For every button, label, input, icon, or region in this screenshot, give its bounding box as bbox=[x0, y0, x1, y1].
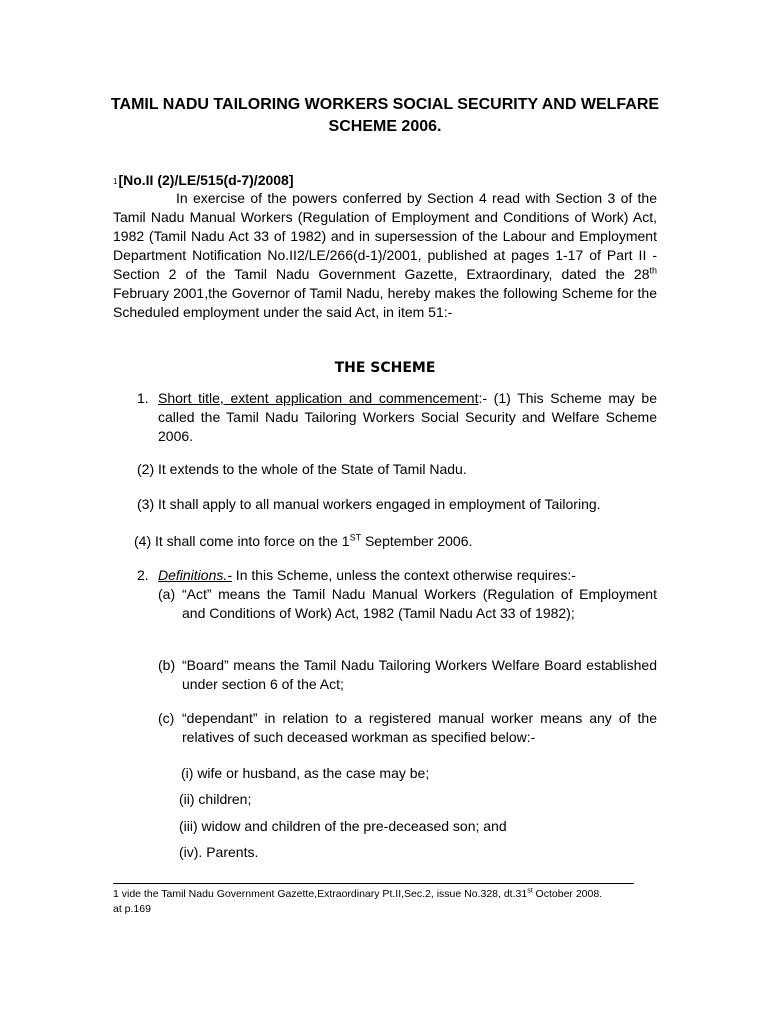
notification-reference bbox=[113, 172, 294, 188]
document-title: TAMIL NADU TAILORING WORKERS SOCIAL SECURITY AND WELFARE SCHEME 2006. bbox=[110, 96, 660, 135]
dependant-item-4: (iv). Parents. bbox=[179, 844, 259, 860]
definition-a-text: “Act” means the Tamil Nadu Manual Workers (Regulation of Employment and Conditions of Work) Act, 1982 (Tamil Nadu Act 33 of 1982); bbox=[182, 586, 657, 621]
preamble-paragraph bbox=[113, 189, 657, 322]
clause-2: (2) It extends to the whole of the State of Tamil Nadu. bbox=[137, 461, 467, 477]
definition-a-label: (a) bbox=[158, 586, 176, 602]
notification-number: [No.II (2)/LE/515(d-7)/2008] bbox=[118, 172, 294, 188]
section-2 bbox=[137, 566, 657, 585]
footnote-separator bbox=[113, 883, 634, 884]
section-2-heading: Definitions.- bbox=[158, 567, 232, 583]
scheme-heading: THE SCHEME bbox=[334, 360, 436, 376]
section-1-number: 1. bbox=[137, 390, 149, 406]
section-1-heading: Short title, extent application and commencement bbox=[158, 390, 479, 406]
dependant-item-2: (ii) children; bbox=[179, 791, 252, 807]
definition-b-label: (b) bbox=[158, 657, 176, 673]
footnote-text-1: 1 vide the Tamil Nadu Government Gazette,Extraordinary Pt.II,Sec.2, issue No.328, dt.31 bbox=[113, 888, 528, 900]
clause-3: (3) It shall apply to all manual workers engaged in employment of Tailoring. bbox=[137, 496, 601, 512]
preamble-text-2: February 2001,the Governor of Tamil Nadu, hereby makes the following Scheme for the Scheduled employment under the said Act, in item 51:- bbox=[113, 285, 657, 320]
preamble-superscript: th bbox=[649, 265, 657, 276]
section-2-number: 2. bbox=[137, 567, 149, 583]
footnote-text-2: October 2008. bbox=[532, 888, 603, 900]
clause-4-superscript: ST bbox=[349, 532, 362, 543]
definition-c-text: “dependant” in relation to a registered manual worker means any of the relatives of such deceased workman as specified below:- bbox=[182, 710, 657, 745]
definition-a bbox=[158, 585, 657, 623]
preamble-text-1: In exercise of the powers conferred by Section 4 read with Section 3 of the Tamil Nadu Manual Workers (Regulation of Employment and Conditions of Work) Act, 1982 (Tamil Nadu Act 33 of 1982) and in supersession of the Labour and Employment Department Notification No.II2/LE/266(d-1)/2001, published at pages 1-17 of Part II - Section 2 of the Tamil Nadu Government Gazette, Extraordinary, dated the 28 bbox=[113, 190, 657, 282]
footnote-line-2: at p.169 bbox=[113, 903, 151, 915]
definition-c-label: (c) bbox=[158, 710, 175, 726]
dependant-item-1: (i) wife or husband, as the case may be; bbox=[181, 765, 430, 781]
footnote bbox=[113, 887, 602, 917]
definition-c bbox=[158, 709, 657, 747]
definition-b-text: “Board” means the Tamil Nadu Tailoring Workers Welfare Board established under section 6 of the Act; bbox=[182, 657, 657, 692]
section-2-text: In this Scheme, unless the context otherwise requires:- bbox=[231, 567, 576, 583]
dependant-item-3: (iii) widow and children of the pre-deceased son; and bbox=[179, 818, 507, 834]
definition-b bbox=[158, 656, 657, 694]
footnote-line-1 bbox=[113, 887, 602, 902]
clause-4-text-1: (4) It shall come into force on the 1 bbox=[134, 533, 350, 549]
clause-4 bbox=[134, 532, 472, 551]
footnote-superscript: st bbox=[527, 887, 533, 895]
section-1-text: :- (1) This Scheme may be called the Tamil Nadu Tailoring Workers Social Security and Welfare Scheme 2006. bbox=[158, 390, 657, 444]
clause-4-text-2: September 2006. bbox=[361, 533, 473, 549]
footnote-marker: 1 bbox=[113, 177, 118, 186]
section-1 bbox=[137, 389, 657, 446]
